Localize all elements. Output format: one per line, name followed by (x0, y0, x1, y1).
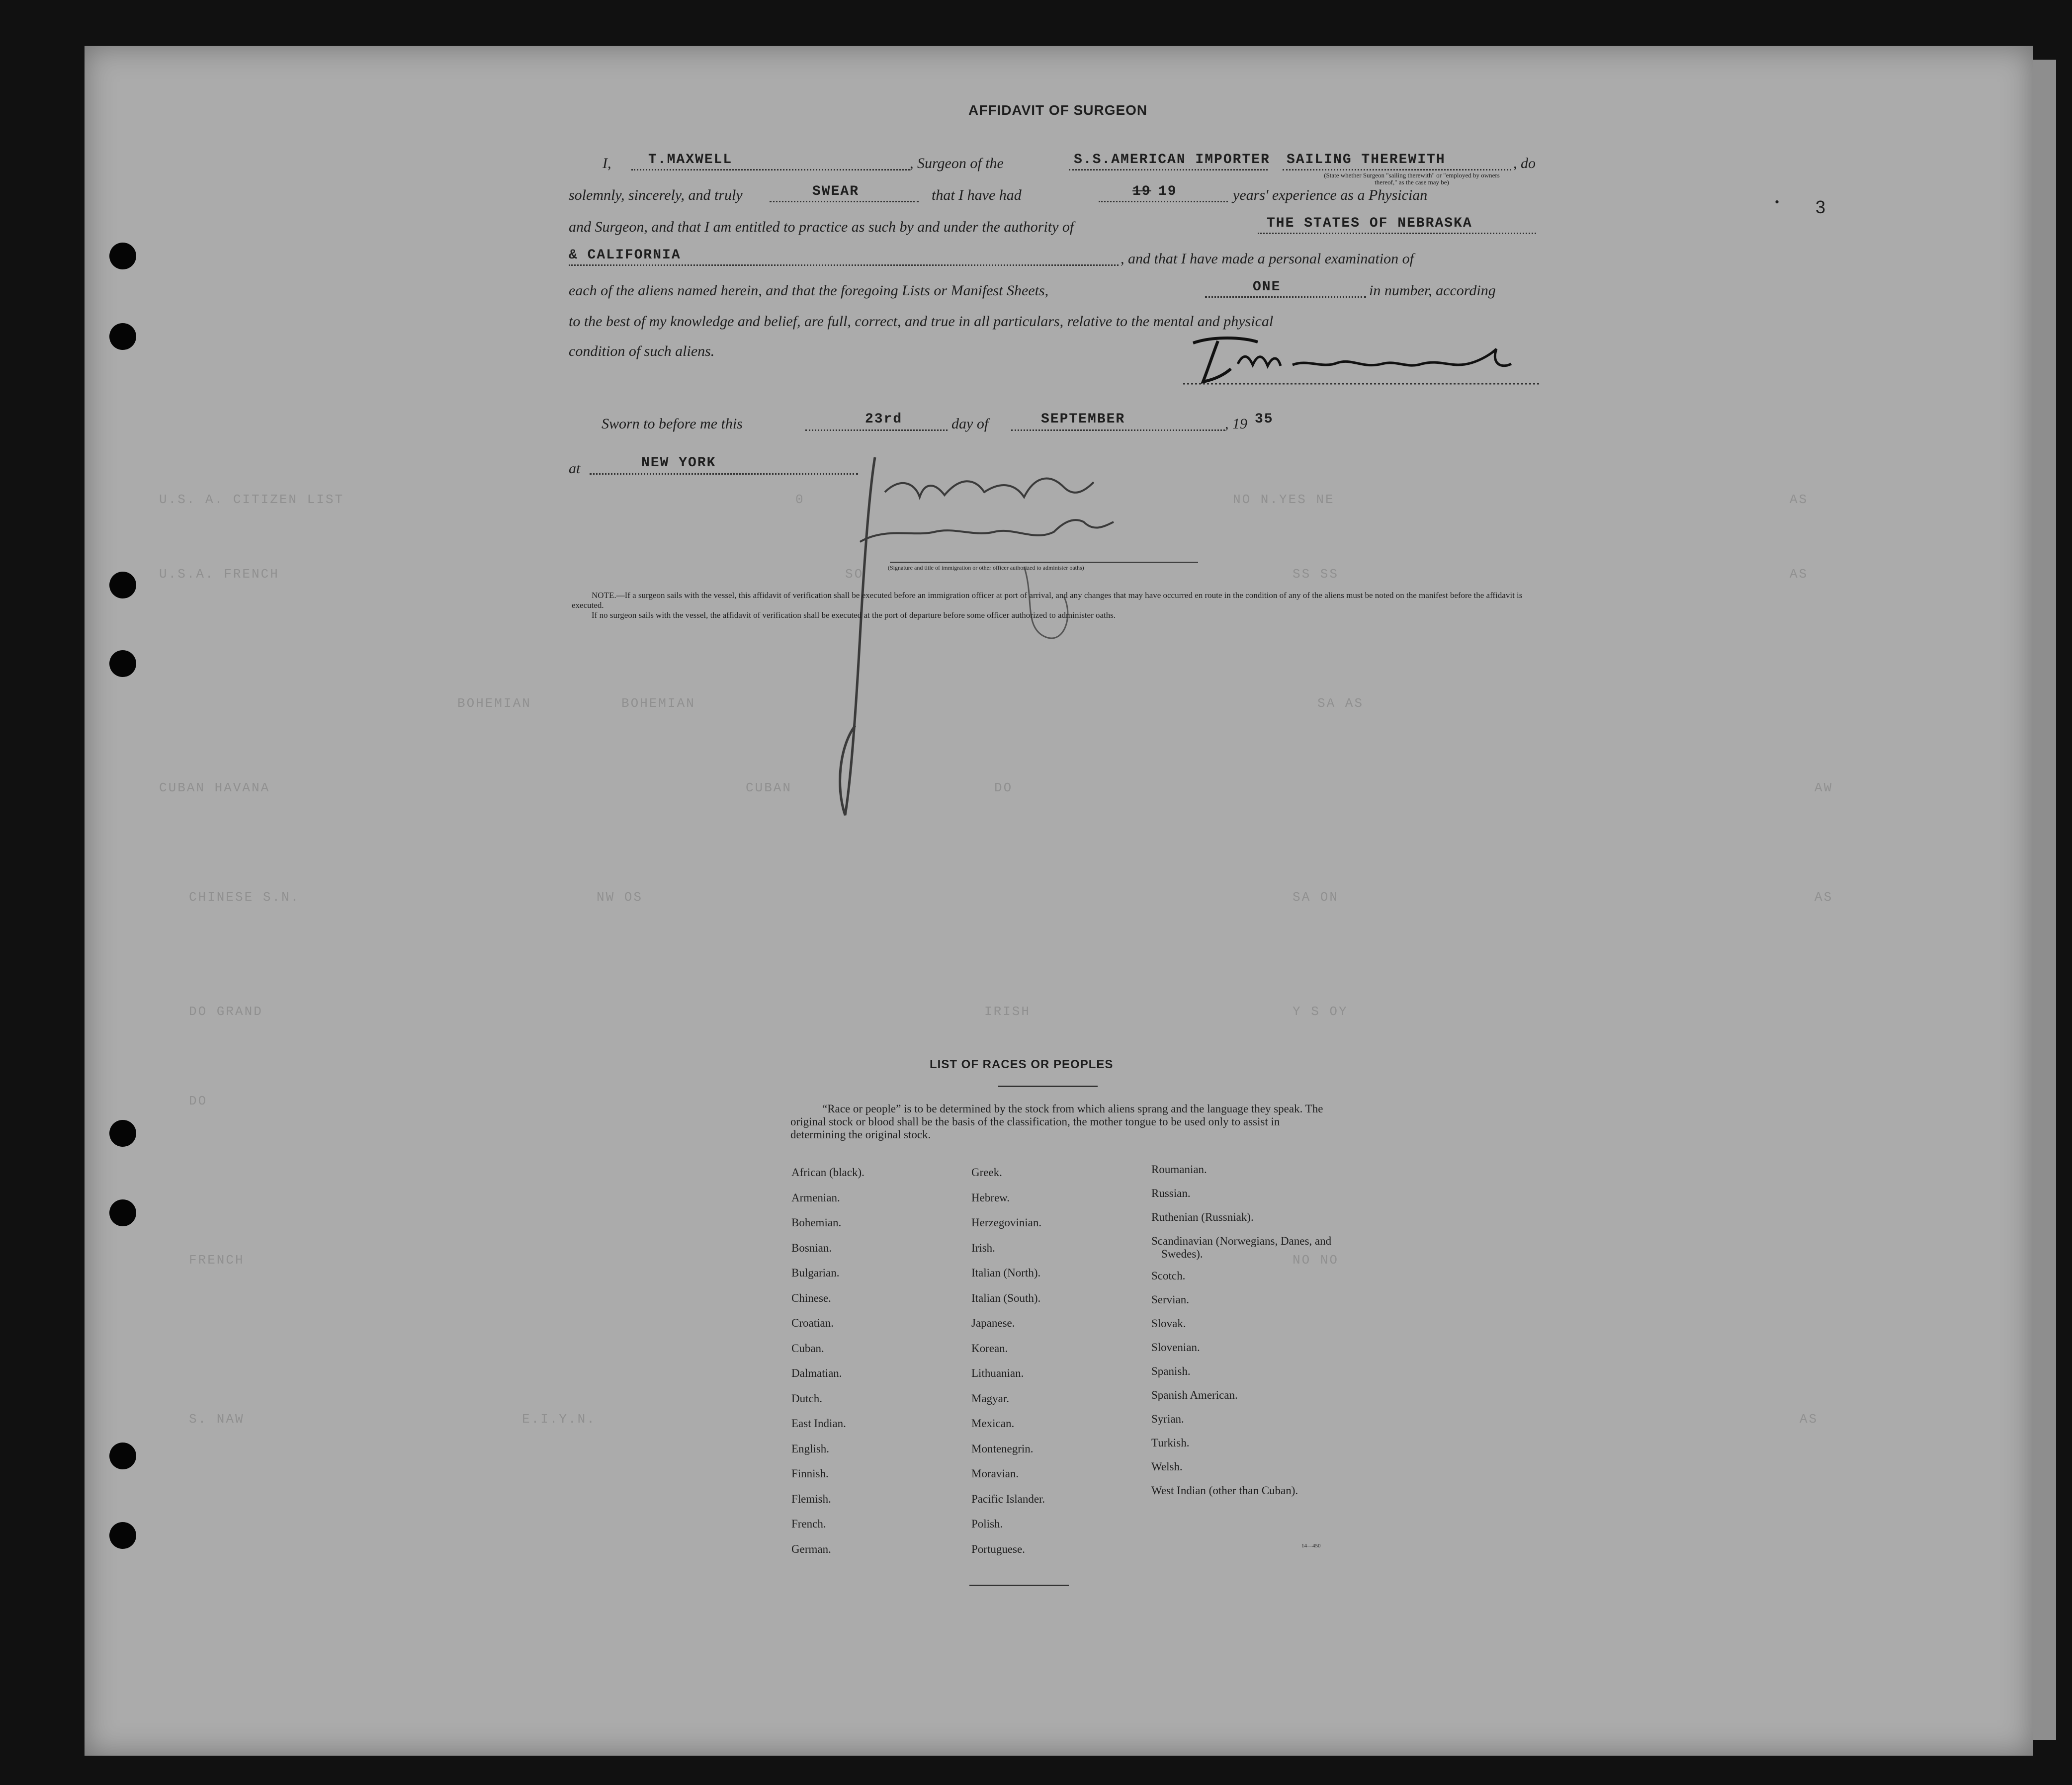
race-item: Flemish. (791, 1492, 831, 1505)
race-item: Scandinavian (Norwegians, Danes, and Swedes). (1151, 1235, 1332, 1260)
note-surgeon-sails: NOTE.—If a surgeon sails with the vessel, this affidavit of verification shall be executed before an immigration officer at port of arrival, and any changes that may have occurred en route in the condition of any of the aliens must be noted on the manifest before the affidavit is executed. (572, 591, 1523, 610)
fill-line (569, 264, 1119, 266)
officer-signature-line (890, 562, 1198, 563)
race-item: Finnish. (791, 1467, 829, 1480)
text-and-surgeon: and Surgeon, and that I am entitled to practice as such by and under the authority of (569, 219, 1074, 235)
text-year-prefix: , 19 (1225, 416, 1247, 432)
text-i: I, (603, 155, 611, 171)
surgeon-signature (1183, 334, 1551, 389)
sworn-place: NEW YORK (641, 455, 716, 471)
race-item: Pacific Islander. (971, 1492, 1045, 1505)
race-item: Polish. (971, 1518, 1003, 1530)
years-value: 19 (1158, 184, 1177, 199)
race-item: Italian (South). (971, 1291, 1041, 1304)
race-item: Spanish. (1151, 1365, 1191, 1377)
race-item: Bulgarian. (791, 1267, 840, 1279)
text-condition-of-aliens: condition of such aliens. (569, 343, 715, 359)
race-item: Moravian. (971, 1467, 1019, 1480)
race-item: Dutch. (791, 1392, 822, 1405)
race-item: African (black). (791, 1166, 864, 1179)
race-item: Ruthenian (Russniak). (1151, 1211, 1254, 1223)
race-item: Turkish. (1151, 1437, 1190, 1449)
years-struck: 19 (1132, 184, 1151, 199)
race-item: Irish. (971, 1241, 995, 1254)
binder-hole (109, 650, 136, 677)
binder-hole (109, 1199, 136, 1226)
race-item: Chinese. (791, 1291, 831, 1304)
text-do: , do (1513, 155, 1536, 171)
race-item: Slovenian. (1151, 1341, 1200, 1354)
race-item: Scotch. (1151, 1270, 1186, 1282)
race-item: Greek. (971, 1166, 1002, 1179)
authority-1: THE STATES OF NEBRASKA (1267, 216, 1472, 231)
race-item: Russian. (1151, 1187, 1191, 1199)
text-that-i-have-had: that I have had (932, 187, 1022, 203)
text-sworn: Sworn to before me this (602, 416, 743, 432)
fill-line (1205, 296, 1366, 298)
race-item: Hebrew. (971, 1191, 1010, 1204)
sheets-count: ONE (1253, 279, 1281, 295)
affidavit-title: AFFIDAVIT OF SURGEON (968, 102, 1148, 118)
note-no-surgeon: If no surgeon sails with the vessel, the affidavit of verification shall be executed at the port of departure before some officer authorized to administer oaths. (592, 610, 1116, 620)
text-surgeon-of: , Surgeon of the (910, 155, 1004, 171)
race-item: Herzegovinian. (971, 1216, 1042, 1229)
text-each-of-aliens: each of the aliens named herein, and that the foregoing Lists or Manifest Sheets, (569, 282, 1049, 299)
binder-hole (109, 323, 136, 350)
officer-signature (815, 447, 1173, 825)
race-item: English. (791, 1442, 830, 1455)
sworn-day: 23rd (865, 412, 903, 427)
page-edge-strip (2033, 60, 2056, 1740)
race-item: Croatian. (791, 1317, 834, 1329)
fill-line (1283, 169, 1511, 170)
race-item: Japanese. (971, 1317, 1015, 1329)
text-years-experience: years' experience as a Physician (1233, 187, 1428, 203)
fill-line (631, 169, 910, 170)
race-item: German. (791, 1542, 831, 1555)
page-number: 3 (1815, 197, 1826, 217)
race-item: Mexican. (971, 1417, 1015, 1430)
binder-hole (109, 1120, 136, 1147)
fill-line (1258, 233, 1536, 234)
vessel-name: S.S.AMERICAN IMPORTER (1074, 152, 1270, 168)
race-item: Montenegrin. (971, 1442, 1034, 1455)
oath-word: SWEAR (812, 184, 860, 199)
sworn-year-suffix: 35 (1255, 412, 1274, 427)
form-code: 14—450 (1301, 1543, 1321, 1549)
race-item: Syrian. (1151, 1413, 1184, 1425)
races-title: LIST OF RACES OR PEOPLES (930, 1058, 1114, 1071)
fill-line (1069, 169, 1268, 170)
authority-2: & CALIFORNIA (569, 248, 681, 263)
binder-hole (109, 572, 136, 598)
race-item: West Indian (other than Cuban). (1151, 1484, 1298, 1497)
race-item: Cuban. (791, 1342, 824, 1355)
race-item: Dalmatian. (791, 1367, 842, 1379)
text-day-of: day of (951, 416, 989, 432)
race-item: French. (791, 1518, 826, 1530)
document-page (85, 46, 2033, 1756)
mark-dot: • (1775, 195, 1780, 209)
sailing-hint: (State whether Surgeon "sailing therewith" or "employed by owners thereof," as the case may be) (1324, 171, 1500, 186)
race-item: Lithuanian. (971, 1367, 1024, 1379)
races-divider-top (998, 1086, 1098, 1087)
race-item: Italian (North). (971, 1267, 1041, 1279)
race-item: Welsh. (1151, 1460, 1183, 1473)
race-item: East Indian. (791, 1417, 846, 1430)
sworn-month: SEPTEMBER (1041, 412, 1125, 427)
officer-caption: (Signature and title of immigration or other officer authorized to administer oaths) (888, 564, 1084, 571)
text-personal-examination: , and that I have made a personal examination of (1121, 251, 1414, 267)
race-item: Bohemian. (791, 1216, 842, 1229)
race-item: Bosnian. (791, 1241, 832, 1254)
fill-line (805, 429, 948, 431)
text-in-number: in number, according (1369, 282, 1496, 299)
races-intro: “Race or people” is to be determined by the stock from which aliens sprang and the language they speak. The original stock or blood shall be the basis of the classification, the mother tongue to be used only to assist in determining the original stock. (790, 1103, 1323, 1141)
race-item: Slovak. (1151, 1317, 1186, 1330)
race-item: Magyar. (971, 1392, 1010, 1405)
fill-line (770, 201, 919, 202)
fill-line (1099, 201, 1228, 202)
race-item: Spanish American. (1151, 1389, 1238, 1401)
race-item: Servian. (1151, 1293, 1190, 1306)
binder-hole (109, 243, 136, 269)
text-at: at (569, 460, 581, 477)
surgeon-name: T.MAXWELL (648, 152, 733, 168)
race-item: Roumanian. (1151, 1163, 1207, 1176)
race-item: Armenian. (791, 1191, 840, 1204)
sailing-status: SAILING THEREWITH (1287, 152, 1446, 168)
races-divider-bottom (969, 1585, 1069, 1586)
race-item: Portuguese. (971, 1542, 1025, 1555)
fill-line (1011, 429, 1225, 431)
text-solemnly: solemnly, sincerely, and truly (569, 187, 743, 203)
binder-hole (109, 1443, 136, 1469)
text-best-of-knowledge: to the best of my knowledge and belief, are full, correct, and true in all particulars, relative to the mental and physical (569, 313, 1274, 330)
race-item: Korean. (971, 1342, 1008, 1355)
binder-hole (109, 1522, 136, 1549)
